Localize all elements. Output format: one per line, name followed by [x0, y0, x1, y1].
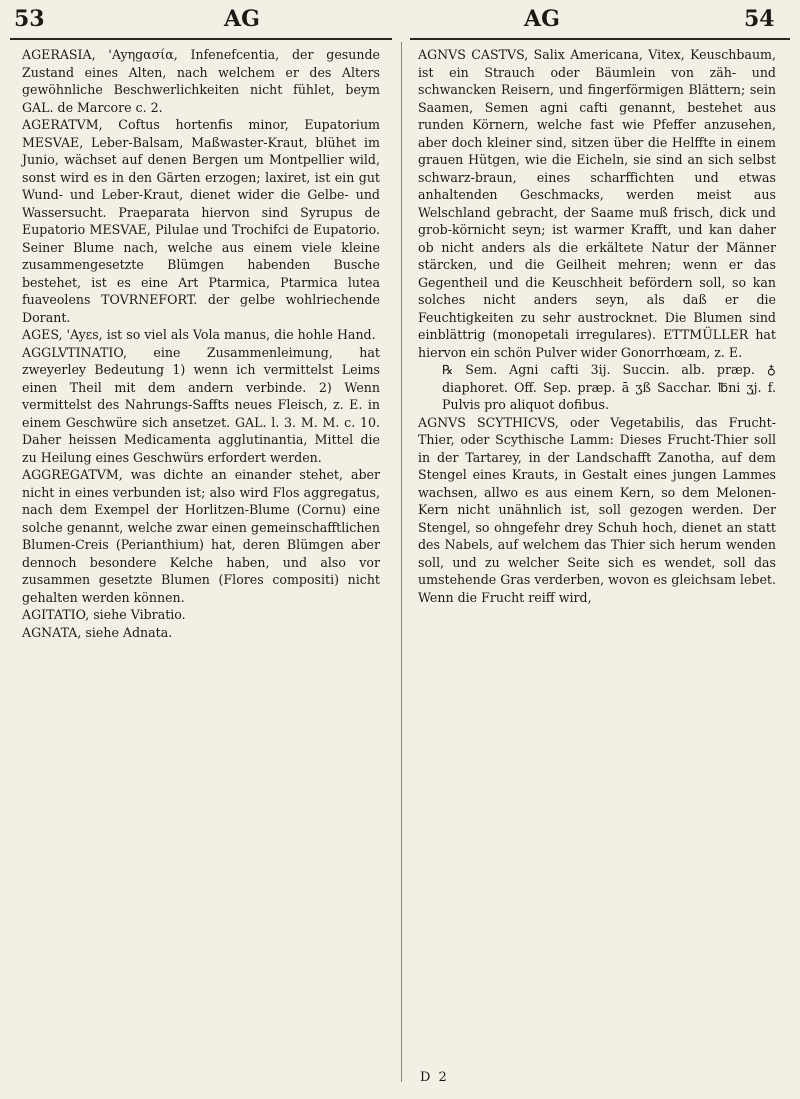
column-separator [401, 42, 402, 1082]
page-number-left: 53 [14, 6, 45, 32]
header-rule-left [10, 38, 392, 40]
running-head-left: AG [224, 6, 260, 32]
entry-aggregatum: AGGREGATVM, was dichte an einander stehet, aber nicht in eines verbunden ist; also wird Flos aggregatus, nach dem Exempel der Horlitzen-Blume (Cornu) eine solche genannt, welche zwar einen gemeinschafftlichen Blumen-Creis (Perianthium) hat, deren Blümgen aber dennoch besondere Kelche haben, und also vor zusammen gesetzte Blumen (Flores compositi) nicht gehalten werden können. [22, 467, 380, 605]
page-number-right: 54 [744, 6, 775, 32]
recipe: ℞ Sem. Agni cafti 3ij. Succin. alb. præp. ♁ diaphoret. Off. Sep. præp. ā ʒß Sacchar. ℔ni ʒj. f. Pulvis pro aliquot dofibus. [442, 362, 776, 412]
entry-agnus-castus: AGNVS CASTVS, Salix Americana, Vitex, Keuschbaum, ist ein Strauch oder Bäumlein von zäh- und schwancken Reisern, und fingerförmigen Blättern; sein Saamen, Semen agni cafti genannt, bestehet aus runden Körnern, welche fast wie Pfeffer anzusehen, aber doch kleiner sind, sitzen über die Helffte in einem grauen Hütgen, wie die Eicheln, sie sind an sich selbst schwarz-braun, eines scharffichten und etwas anhaltenden Geschmacks, werden meist aus Welschland gebracht, der Saame muß frisch, dick und grob-körnicht seyn; ist warmer Krafft, und kan daher ob nicht anders als die erkältete Natur der Männer stärcken, und die Geilheit mehren; wenn er das Gegentheil und die Keuschheit befördern soll, so kan solches nicht anders seyn, als daß er die Feuchtigkeiten zu sehr austrocknet. Die Blumen sind einblättrig (monopetali irregulares). ETTMÜLLER hat hiervon ein schön Pulver wider Gonorrhœam, z. E. [418, 47, 776, 360]
running-head-right: AG [524, 6, 560, 32]
page-header [0, 0, 800, 40]
left-column [22, 46, 380, 641]
header-rule-right [410, 38, 790, 40]
entry-ages: AGES, 'Ayεs, ist so viel als Vola manus, die hohle Hand. [22, 327, 376, 342]
entry-agglutinatio: AGGLVTINATIO, eine Zusammenleimung, hat zweyerley Bedeutung 1) wenn ich vermittelst Leims einen Theil mit dem andern verbinde. 2) Wenn vermittelst des Nahrungs-Saffts neues Fleisch, z. E. in einem Geschwüre sich ansetzet. GAL. l. 3. M. M. c. 10. Daher heissen Medicamenta agglutinantia, Mittel die zu Heilung eines Geschwürs erfordert werden. [22, 344, 380, 465]
entry-agitatio: AGITATIO, siehe Vibratio. [22, 607, 186, 622]
right-column [418, 46, 776, 606]
entry-ageratum: AGERATVM, Coftus hortenfis minor, Eupatorium MESVAE, Leber-Balsam, Maßwaster-Kraut, blühet im Junio, wächset auf denen Bergen um Montpellier wild, sonst wird es in den Gärten erzogen; laxiret, ist ein gut Wund- und Leber-Kraut, dienet wider die Gelbe- und Wassersucht. Praeparata hiervon sind Syrupus de Eupatorio MESVAE, Pilulae und Trochifci de Eupatorio. Seiner Blume nach, welche aus einem viele kleine zusammengesetzte Blümgen habenden Busche bestehet, ist es eine Art Ptarmica, Ptarmica lutea fuaveolens TOVRNEFORT. der gelbe wohlriechende Dorant. [22, 117, 380, 325]
signature-mark: D 2 [420, 1070, 449, 1085]
entry-agerasia: AGERASIA, 'Ayηgασία, Infenefcentia, der gesunde Zustand eines Alten, nach welchem er des Alters gewöhnliche Beschwerlichkeiten nicht fühlet, beym GAL. de Marcore c. 2. [22, 47, 380, 115]
entry-agnata: AGNATA, siehe Adnata. [22, 624, 173, 640]
entry-agnus-scythicus: AGNVS SCYTHICVS, oder Vegetabilis, das Frucht-Thier, oder Scythische Lamm: Dieses Frucht-Thier soll in der Tartarey, in der Landschafft Zanotha, auf dem Stengel eines Krauts, in Gestalt eines jungen Lammes wachsen, allwo es aus einem Kern, so dem Melonen-Kern nicht unähnlich ist, soll gezogen werden. Der Stengel, so ohngefehr drey Schuh hoch, dienet an statt des Nabels, auf welchem das Thier sich herum wenden soll, und zu welcher Seite sich es wendet, soll das umstehende Gras verderben, wovon es gleichsam lebet. Wenn die Frucht reiff wird, [418, 414, 776, 605]
